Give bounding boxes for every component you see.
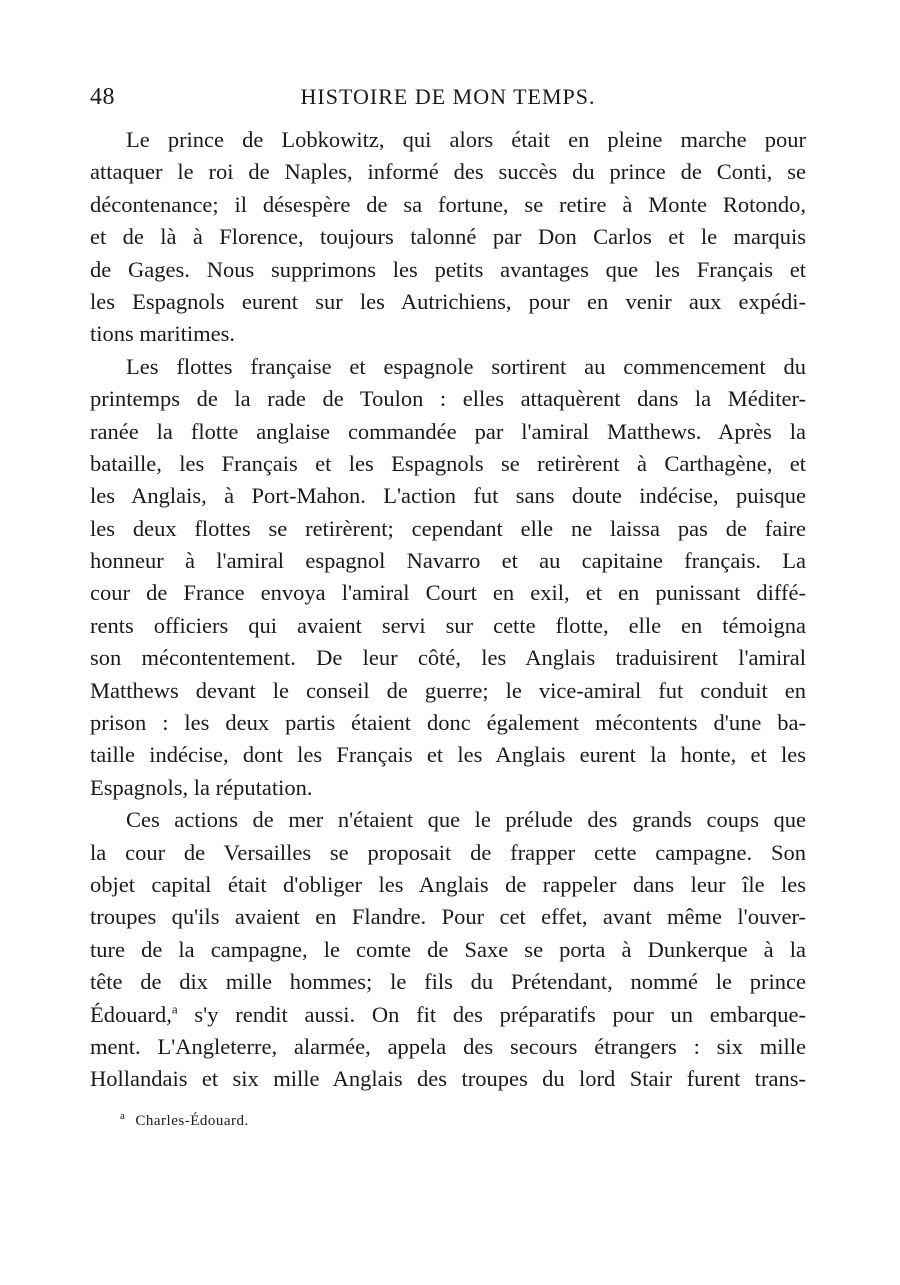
text-line: printemps de la rade de Toulon : elles attaquèrent dans la Méditer- xyxy=(90,386,806,412)
footnote xyxy=(120,1110,249,1130)
text-line: les Espagnols eurent sur les Autrichiens, pour en venir aux expédi- xyxy=(90,288,806,314)
text-line: et de là à Florence, toujours talonné par Don Carlos et le marquis xyxy=(90,224,806,250)
text-line: son mécontentement. De leur côté, les Anglais traduisirent l'amiral xyxy=(90,645,806,671)
text-line: la cour de Versailles se proposait de frapper cette campagne. Son xyxy=(90,839,806,865)
text-line: troupes qu'ils avaient en Flandre. Pour cet effet, avant même l'ouver- xyxy=(90,904,806,930)
footnote-text: Charles-Édouard. xyxy=(135,1113,249,1129)
text-line: les Anglais, à Port-Mahon. L'action fut sans doute indécise, puisque xyxy=(90,483,806,509)
text-line: Espagnols, la réputation. xyxy=(90,774,313,800)
text-line: ranée la flotte anglaise commandée par l'amiral Matthews. Après la xyxy=(90,418,806,444)
text-line: ture de la campagne, le comte de Saxe se porta à Dunkerque à la xyxy=(90,936,806,962)
text-line: Matthews devant le conseil de guerre; le vice-amiral fut conduit en xyxy=(90,677,806,703)
body-text xyxy=(90,124,806,1096)
footnote-reference: a xyxy=(171,1001,178,1017)
text-line: décontenance; il désespère de sa fortune, se retire à Monte Rotondo, xyxy=(90,191,806,217)
note-line-end: s'y rendit aussi. On fit des préparatifs pour un embarque- xyxy=(177,1001,806,1027)
footnote-marker: a xyxy=(120,1110,126,1122)
text-line: rents officiers qui avaient servi sur cette flotte, elle en témoigna xyxy=(90,612,806,638)
page-header xyxy=(90,84,806,118)
text-line: de Gages. Nous supprimons les petits avantages que les Français et xyxy=(90,256,806,282)
text-line: Hollandais et six mille Anglais des troupes du lord Stair furent trans- xyxy=(90,1066,806,1092)
text-line: honneur à l'amiral espagnol Navarro et au capitaine français. La xyxy=(90,548,806,574)
text-line: objet capital était d'obliger les Anglais de rappeler dans leur île les xyxy=(90,871,806,897)
text-line: tête de dix mille hommes; le fils du Prétendant, nommé le prince xyxy=(90,969,806,995)
text-line: les deux flottes se retirèrent; cependant elle ne laissa pas de faire xyxy=(90,515,806,541)
text-line: ment. L'Angleterre, alarmée, appela des secours étrangers : six mille xyxy=(90,1033,806,1059)
text-line: taille indécise, dont les Français et les Anglais eurent la honte, et les xyxy=(90,742,806,768)
text-line: attaquer le roi de Naples, informé des succès du prince de Conti, se xyxy=(90,159,806,185)
page-number: 48 xyxy=(90,84,115,110)
text-line: Les flottes française et espagnole sortirent au commencement du xyxy=(126,353,806,379)
text-line: cour de France envoya l'amiral Court en exil, et en punissant diffé- xyxy=(90,580,806,606)
text-line: tions maritimes. xyxy=(90,321,235,347)
text-line: Le prince de Lobkowitz, qui alors était en pleine marche pour xyxy=(126,127,806,152)
text-line: Ces actions de mer n'étaient que le prélude des grands coups que xyxy=(126,807,806,833)
text-line-with-note xyxy=(90,999,806,1031)
text-line: bataille, les Français et les Espagnols se retirèrent à Carthagène, et xyxy=(90,450,806,476)
note-line-start: Édouard, xyxy=(90,1001,172,1027)
running-head: HISTOIRE DE MON TEMPS. xyxy=(300,84,596,109)
text-line: prison : les deux partis étaient donc également mécontents d'une ba- xyxy=(90,710,806,736)
